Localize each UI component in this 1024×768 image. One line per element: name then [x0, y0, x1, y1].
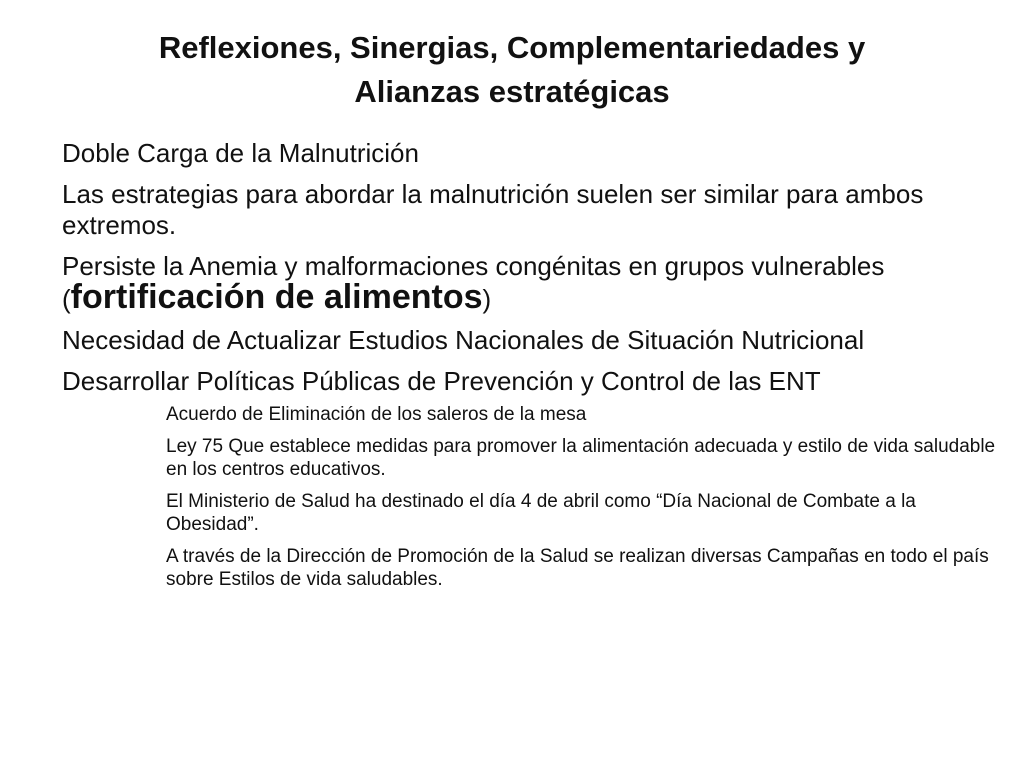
sub-bullet-item: A través de la Dirección de Promoción de la Salud se realizan diversas Campañas en todo el país sobre Estilos de vida saludables. [166, 546, 989, 590]
bullet-item: Las estrategias para abordar la malnutrición suelen ser similar para ambos extremos. [62, 179, 924, 240]
sub-bullet-item: El Ministerio de Salud ha destinado el día 4 de abril como “Día Nacional de Combate a la Obesidad”. [166, 491, 916, 535]
bullet-text: Persiste la Anemia y malformaciones congénitas en grupos vulnerables ( [62, 251, 885, 314]
bullet-item: Desarrollar Políticas Públicas de Prevención y Control de las ENT [62, 366, 821, 396]
sub-bullet-item: Acuerdo de Eliminación de los saleros de la mesa [166, 404, 587, 425]
slide-body [62, 138, 1002, 600]
bullet-item: Necesidad de Actualizar Estudios Nacionales de Situación Nutricional [62, 325, 865, 355]
bullet-item-fortificacion [62, 251, 1002, 315]
title-line-1: Reflexiones, Sinergias, Complementariedades y [158, 30, 866, 65]
bullet-item: Doble Carga de la Malnutrición [62, 138, 419, 168]
title-line-2: Alianzas estratégicas [354, 74, 670, 109]
bullet-emphasis: fortificación de alimentos [70, 278, 483, 316]
sub-bullet-item: Ley 75 Que establece medidas para promover la alimentación adecuada y estilo de vida saludable en los centros educativos. [166, 436, 996, 480]
bullet-text-close: ) [482, 284, 492, 314]
slide-title [60, 26, 964, 114]
